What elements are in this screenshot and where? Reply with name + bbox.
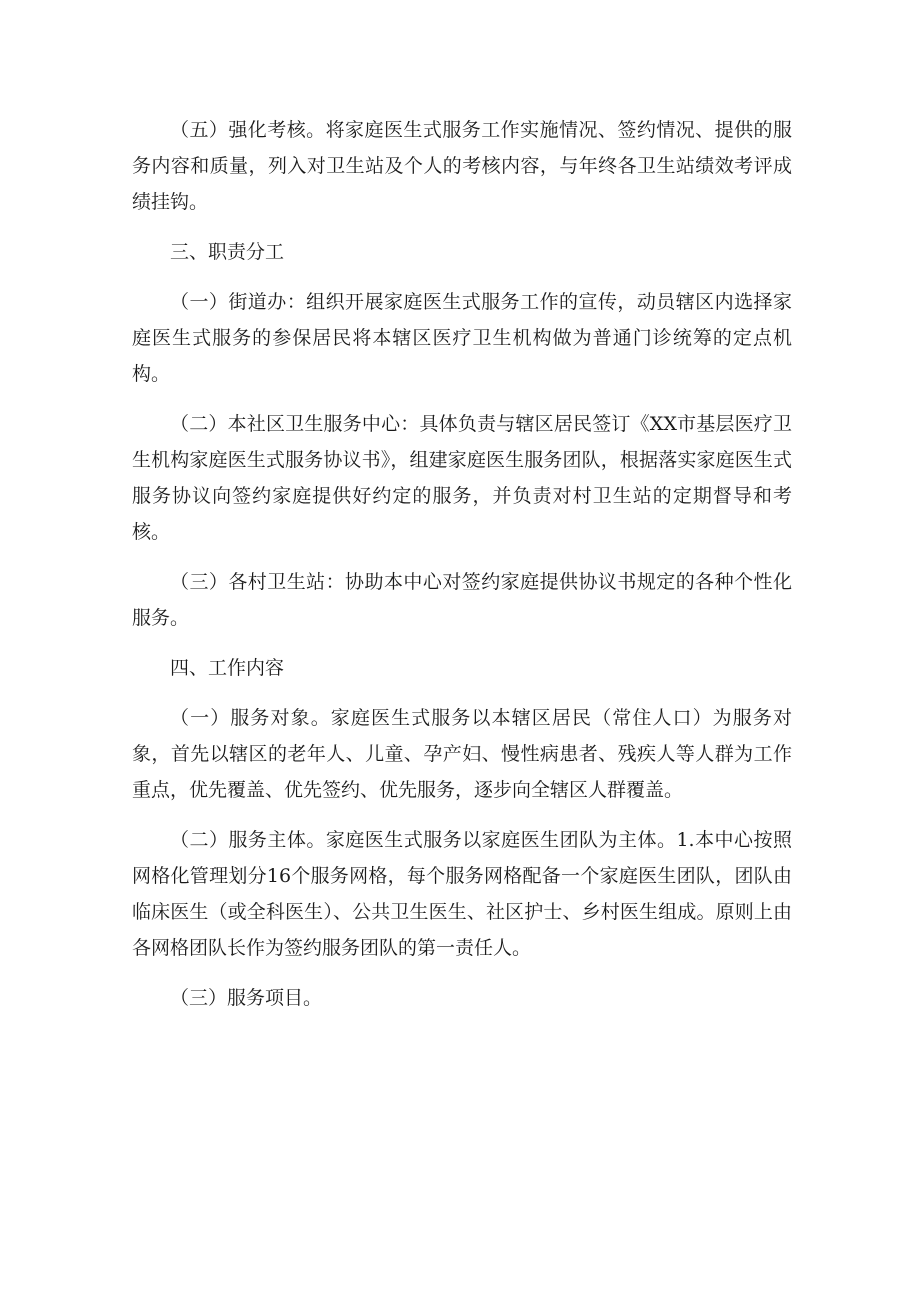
paragraph-service-items: （三）服务项目。 xyxy=(170,987,323,1009)
paragraph-strengthen-assessment: （五）强化考核。将家庭医生式服务工作实施情况、签约情况、提供的服务内容和质量，列入对卫生站及个人的考核内容，与年终各卫生站绩效考评成绩挂钩。 xyxy=(132,119,792,213)
document-body xyxy=(132,112,792,1030)
paragraph-street-office: （一）街道办：组织开展家庭医生式服务工作的宣传，动员辖区内选择家庭医生式服务的参保居民将本辖区医疗卫生机构做为普通门诊统筹的定点机构。 xyxy=(132,291,792,385)
paragraph-health-service-center: （二）本社区卫生服务中心：具体负责与辖区居民签订《XX市基层医疗卫生机构家庭医生式服务协议书》，组建家庭医生服务团队，根据落实家庭医生式服务协议向签约家庭提供好约定的服务，并负责对村卫生站的定期督导和考核。 xyxy=(132,413,792,543)
section-heading-work-content: 四、工作内容 xyxy=(170,657,285,679)
section-heading-responsibilities: 三、职责分工 xyxy=(170,241,285,263)
paragraph-service-subject: （二）服务主体。家庭医生式服务以家庭医生团队为主体。1.本中心按照网格化管理划分16个服务网格，每个服务网格配备一个家庭医生团队，团队由临床医生（或全科医生）、公共卫生医生、社区护士、乡村医生组成。原则上由各网格团队长作为签约服务团队的第一责任人。 xyxy=(132,829,792,959)
paragraph-village-health-stations: （三）各村卫生站：协助本中心对签约家庭提供协议书规定的各种个性化服务。 xyxy=(132,571,792,629)
paragraph-service-targets: （一）服务对象。家庭医生式服务以本辖区居民（常住人口）为服务对象，首先以辖区的老年人、儿童、孕产妇、慢性病患者、残疾人等人群为工作重点，优先覆盖、优先签约、优先服务，逐步向全辖区人群覆盖。 xyxy=(132,707,792,801)
